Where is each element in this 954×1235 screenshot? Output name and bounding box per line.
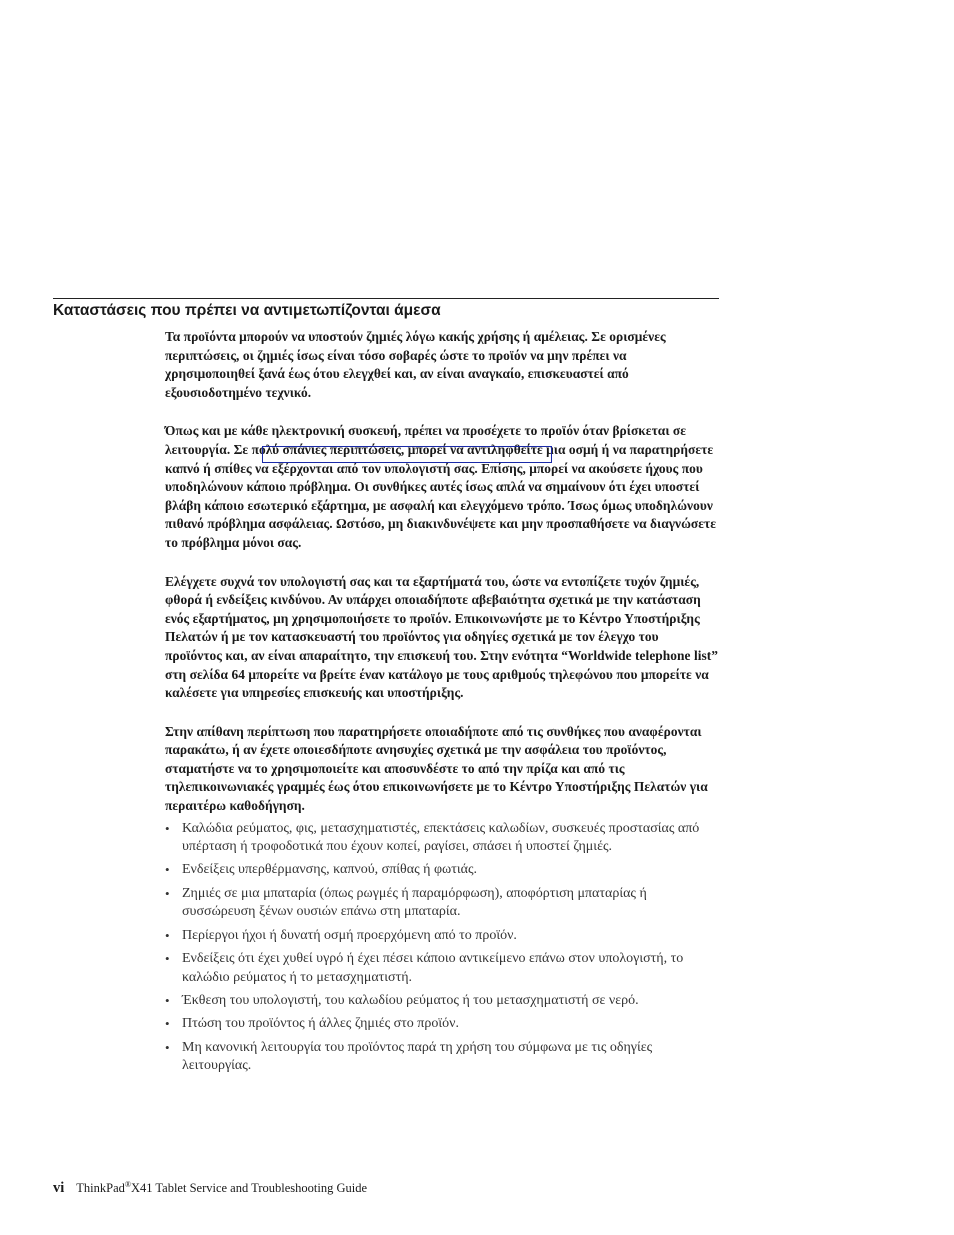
list-item-text: Καλώδια ρεύματος, φις, μετασχηματιστές, επεκτάσεις καλωδίων, συσκευές προστασίας από υπέρταση ή τροφοδοτικά που έχουν κοπεί, ραγίσει, σπάσει ή υποστεί ζημιές. (182, 820, 700, 855)
paragraph-damage: Τα προϊόντα μπορούν να υποστούν ζημιές λόγω κακής χρήσης ή αμέλειας. Σε ορισμένες περιπτώσεις, οι ζημιές ίσως είναι τόσο σοβαρές ώστε το προϊόν να μην πρέπει να χρησιμοποιηθεί ξανά έως ότου ελεγχθεί και, αν είναι αναγκαίο, επισκευαστεί από εξουσιοδοτημένο τεχνικό. (165, 329, 666, 400)
registered-mark: ® (124, 1180, 131, 1189)
bullet-icon: • (165, 885, 170, 901)
bullet-icon: • (165, 927, 170, 943)
list-item (165, 885, 719, 922)
list-item (165, 950, 719, 987)
paragraph-inspection: Ελέγχετε συχνά τον υπολογιστή σας και τα εξαρτήματά του, ώστε να εντοπίζετε τυχόν ζημιές, φθορά ή ενδείξεις κινδύνου. Αν υπάρχει οποιαδήποτε αβεβαιότητα σχετικά με την κατάσταση ενός εξαρτήματος, μη χρησιμοποιήσετε το προϊόν. Επικοινωνήστε με το Κέντρο Υποστήριξης Πελατών ή με τον κατασκευαστή του προϊόντος για οδηγίες σχετικά με τον έλεγχο του προϊόντος και, αν είναι απαραίτητο, την επισκευή του. Στην ενότητα “Worldwide telephone list” στη σελίδα 64 μπορείτε να βρείτε έναν κατάλογο με τους αριθμούς τηλεφώνου που μπορείτε να καλέσετε για υπηρεσίες επισκευής και υποστήριξης. (165, 573, 718, 701)
footer-guide-title: X41 Tablet Service and Troubleshooting Guide (130, 1181, 367, 1196)
paragraph-conditions: Στην απίθανη περίπτωση που παρατηρήσετε οποιαδήποτε από τις συνθήκες που αναφέρονται παρακάτω, ή αν έχετε οποιεσδήποτε ανησυχίες σχετικά με την ασφάλεια του προϊόντος, σταματήστε να το χρησιμοποιείτε και αποσυνδέστε το από την πρίζα και από τις τηλεπικοινωνιακές γραμμές έως ότου επικοινωνήσετε με το Κέντρο Υποστήριξης Πελατών για περαιτέρω καθοδήγηση. (165, 723, 708, 814)
bullet-icon: • (165, 1016, 170, 1032)
paragraph-electronic-device: Όπως και με κάθε ηλεκτρονική συσκευή, πρέπει να προσέχετε το προϊόν όταν βρίσκεται σε λειτουργία. Σε πολύ σπάνιες περιπτώσεις, μπορεί να αντιληφθείτε μια οσμή ή να παρατηρήσετε καπνό ή σπίθες να εξέρχονται από τον υπολογιστή σας. Επίσης, μπορεί να ακούσετε ήχους που υποδηλώνουν κάποιο πρόβλημα. Οι συνθήκες αυτές ίσως απλά να σημαίνουν ότι έχει υποστεί βλάβη κάποιο εσωτερικό εξάρτημα, με ασφαλή και ελεγχόμενο τρόπο. Ίσως όμως υποδηλώνουν πιθανό πρόβλημα ασφάλειας. Ωστόσο, μη διακινδυνέψετε και μην προσπαθήσετε να διαγνώσετε το πρόβλημα μόνοι σας. (165, 423, 717, 550)
list-item (165, 1039, 719, 1076)
section-title: Καταστάσεις που πρέπει να αντιμετωπίζονται άμεσα (53, 302, 441, 319)
list-item-text: Πτώση του προϊόντος ή άλλες ζημιές στο προϊόν. (182, 1016, 459, 1032)
page-number: vi (53, 1180, 65, 1197)
page-footer (53, 1180, 367, 1200)
list-item-text: Ζημιές σε μια μπαταρία (όπως ρωγμές ή παραμόρφωση), αποφόρτιση μπαταρίας ή συσσώρευση ξένων ουσιών επάνω στη μπαταρία. (182, 885, 647, 920)
list-item (165, 992, 719, 1010)
conditions-list (165, 820, 719, 1076)
list-item-text: Μη κανονική λειτουργία του προϊόντος παρά τη χρήση του σύμφωνα με τις οδηγίες λειτουργίας. (182, 1039, 653, 1074)
list-item (165, 820, 719, 857)
section-rule (53, 298, 719, 299)
list-item-text: Ενδείξεις ότι έχει χυθεί υγρό ή έχει πέσει κάποιο αντικείμενο επάνω στον υπολογιστή, το καλώδιο ρεύματος ή το μετασχηματιστή. (182, 951, 684, 985)
list-item (165, 1015, 719, 1033)
highlight-box (262, 446, 552, 463)
bullet-icon: • (165, 862, 170, 878)
bullet-icon: • (165, 992, 170, 1008)
list-item (165, 927, 719, 945)
footer-brand: ThinkPad (76, 1181, 125, 1196)
bullet-icon: • (165, 1039, 170, 1055)
list-item-text: Έκθεση του υπολογιστή, του καλωδίου ρεύματος ή του μετασχηματιστή σε νερό. (182, 992, 639, 1008)
bullet-icon: • (165, 820, 170, 836)
body-content (165, 328, 719, 1081)
bullet-icon: • (165, 951, 170, 967)
list-item-text: Περίεργοι ήχοι ή δυνατή οσμή προερχόμενη από το προϊόν. (182, 927, 517, 943)
list-item (165, 861, 719, 879)
list-item-text: Ενδείξεις υπερθέρμανσης, καπνού, σπίθας ή φωτιάς. (182, 862, 478, 878)
